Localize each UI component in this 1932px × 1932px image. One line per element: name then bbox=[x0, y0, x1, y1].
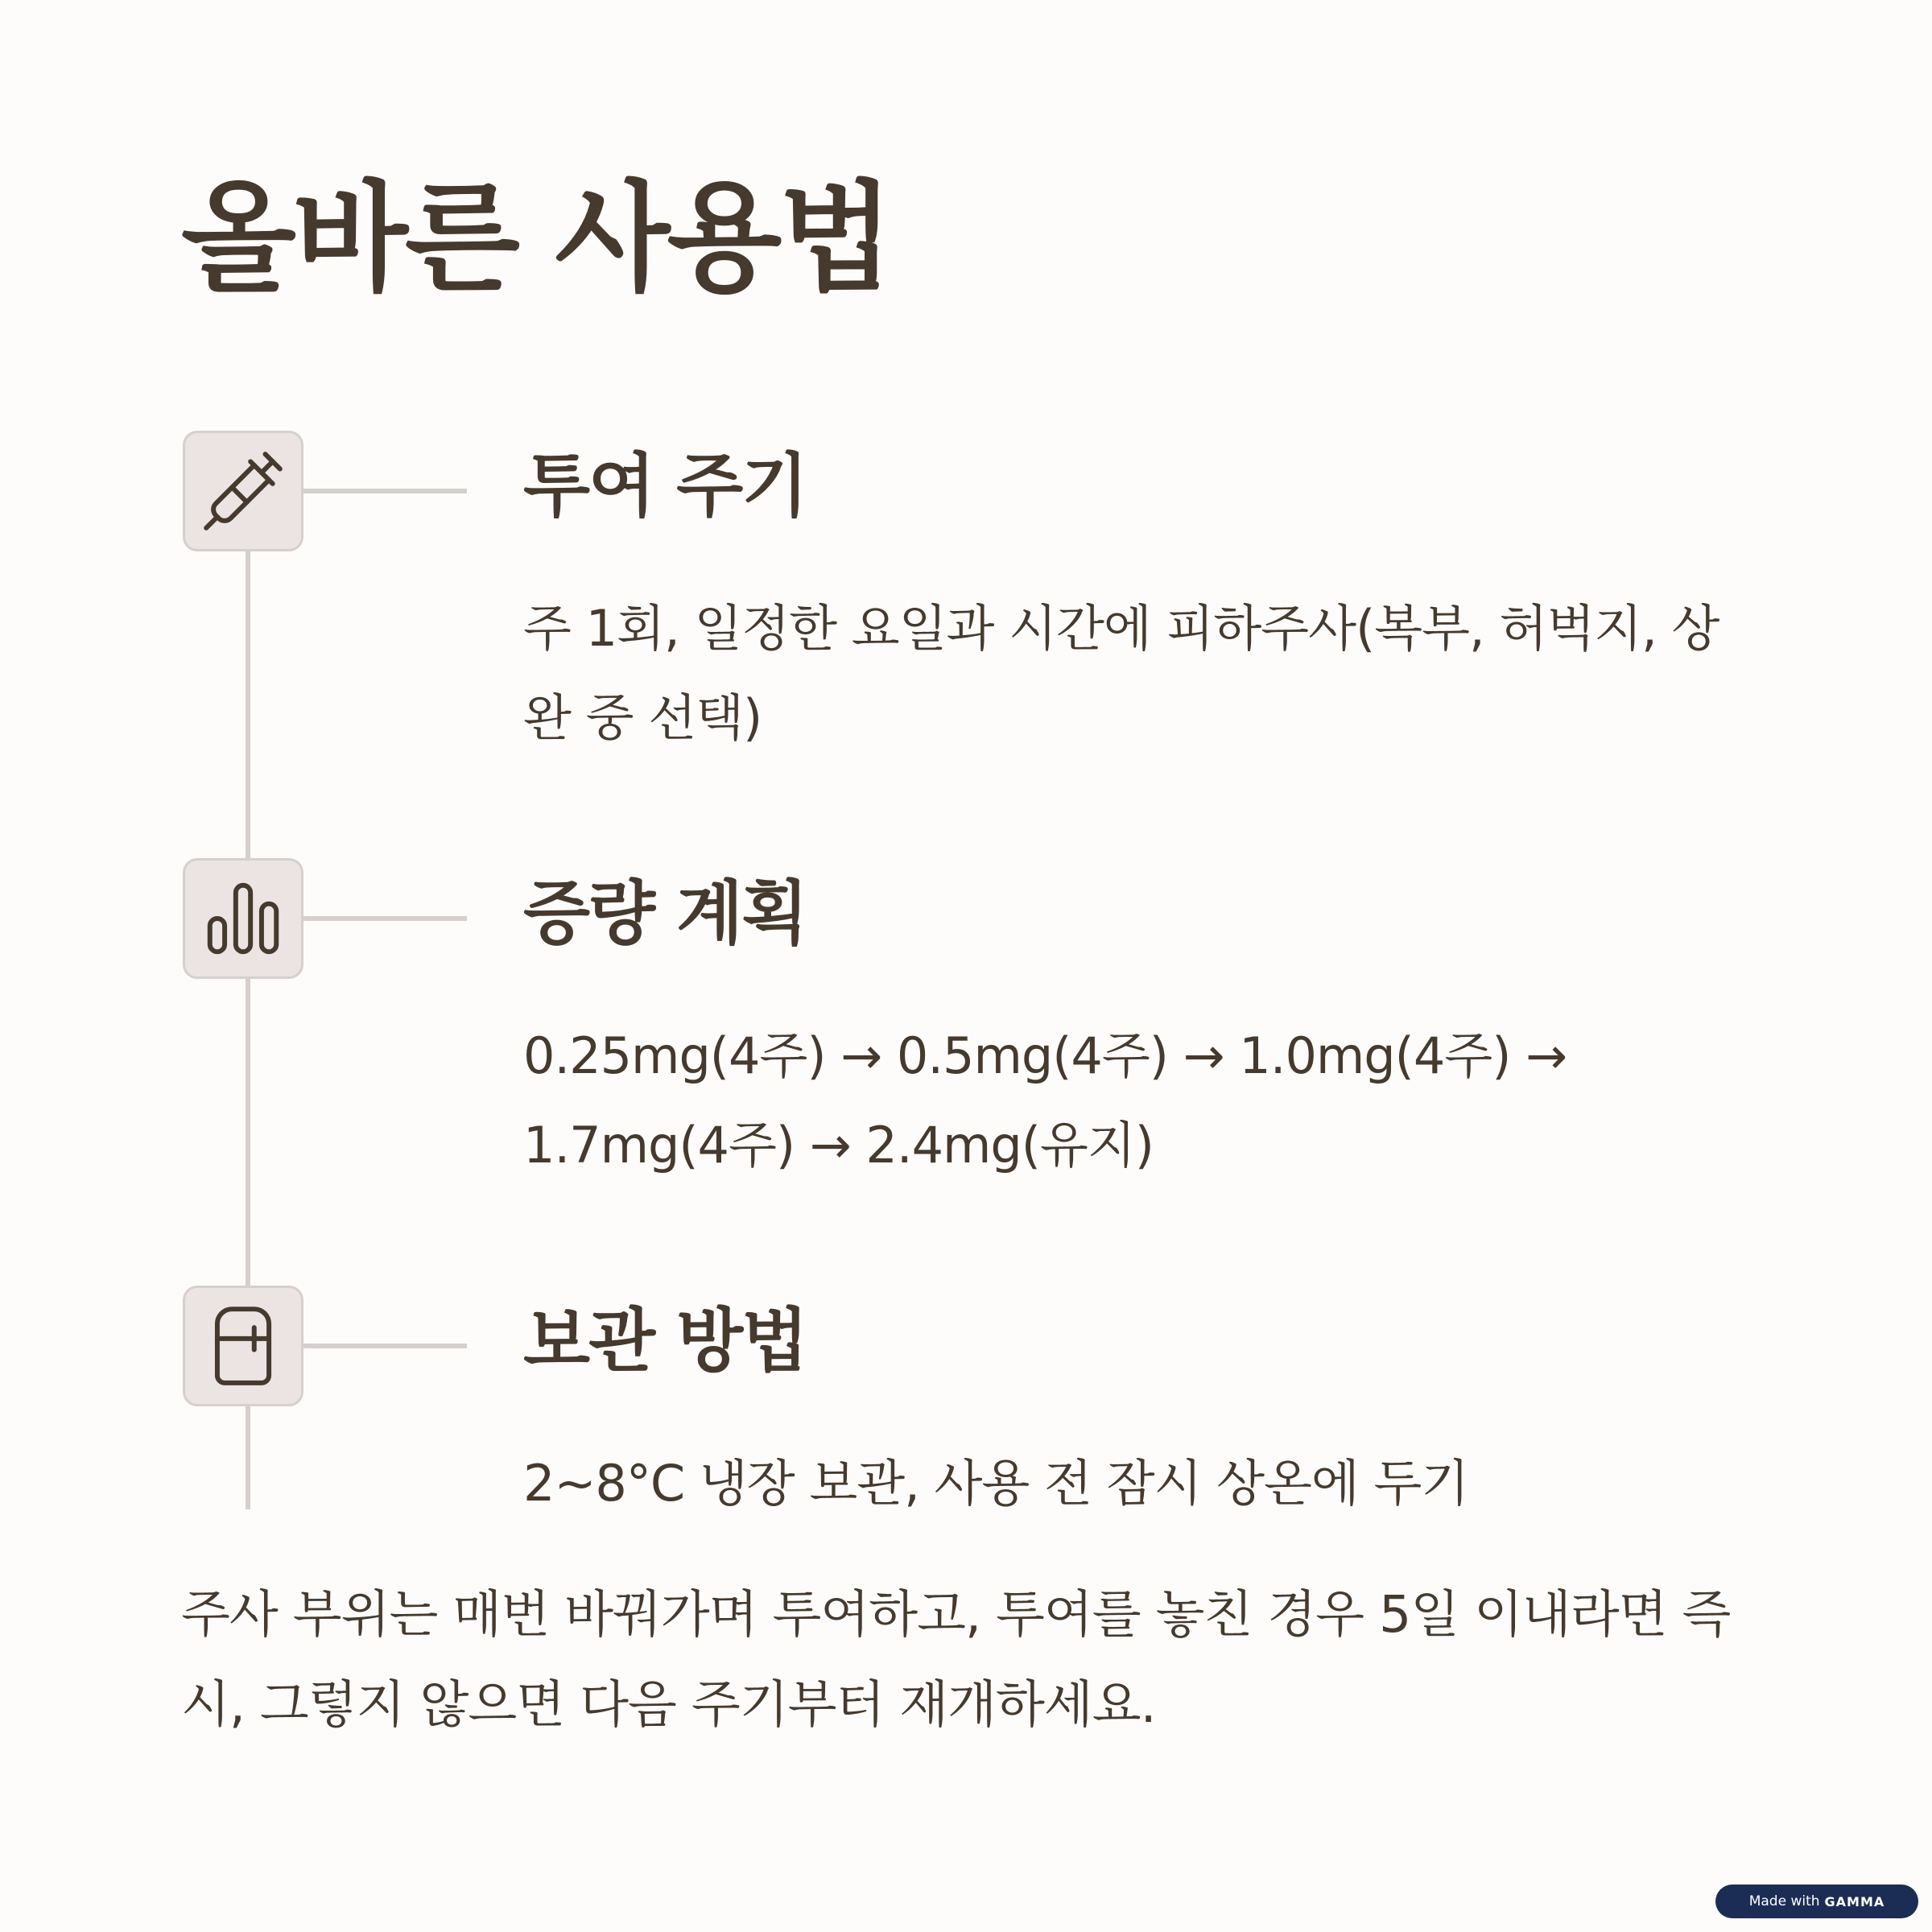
gamma-logo: GAMMA bbox=[1824, 1893, 1885, 1909]
step-title: 투여 주기 bbox=[523, 446, 807, 526]
connector-line bbox=[303, 489, 467, 493]
made-with-gamma-badge[interactable] bbox=[1715, 1885, 1918, 1918]
syringe-icon bbox=[183, 431, 303, 551]
step-title: 증량 계획 bbox=[523, 873, 807, 954]
step-title: 보관 방법 bbox=[523, 1301, 807, 1381]
usage-note: 주사 부위는 매번 바꿔가며 투여하고, 투여를 놓친 경우 5일 이내라면 즉시, 그렇지 않으면 다음 주기부터 재개하세요. bbox=[181, 1585, 1731, 1734]
step-description: 2~8°C 냉장 보관, 사용 전 잠시 상온에 두기 bbox=[523, 1454, 1469, 1513]
bar-chart-icon bbox=[183, 858, 303, 979]
step-description: 주 1회, 일정한 요일과 시간에 피하주사(복부, 허벅지, 상완 중 선택) bbox=[523, 599, 1719, 747]
connector-line bbox=[303, 916, 467, 921]
page-title: 올바른 사용법 bbox=[181, 169, 891, 308]
connector-line bbox=[303, 1344, 467, 1348]
badge-prefix: Made with bbox=[1748, 1893, 1820, 1909]
step-description: 0.25mg(4주) → 0.5mg(4주) → 1.0mg(4주) → 1.7mg(4주) → 2.4mg(유지) bbox=[523, 1026, 1567, 1174]
refrigerator-icon bbox=[183, 1286, 303, 1406]
